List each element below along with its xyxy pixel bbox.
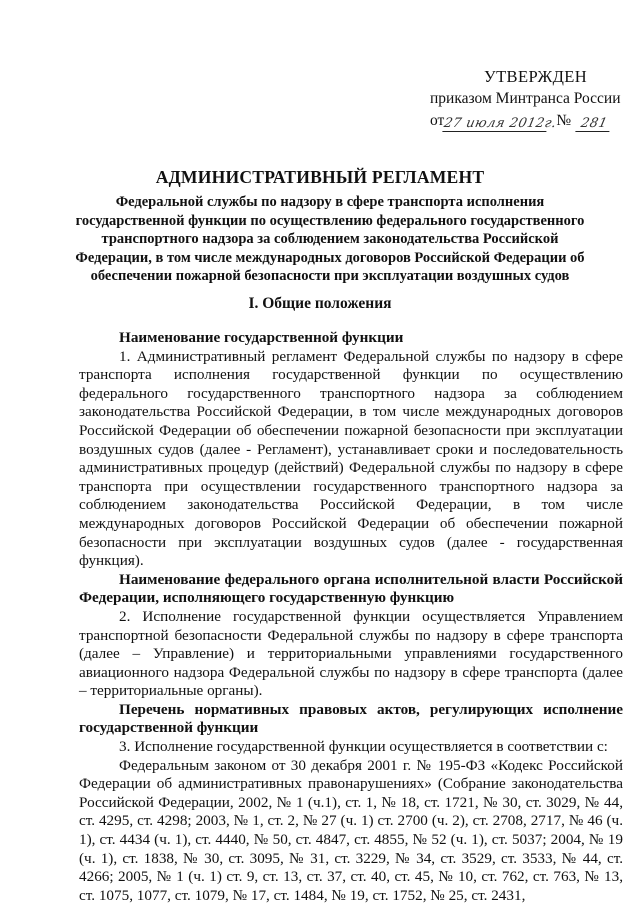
- approval-stamp: [430, 66, 630, 132]
- approval-title: УТВЕРЖДЕН: [484, 67, 588, 86]
- heading-legal-acts: Перечень нормативных правовых актов, регулирующих исполнение государственной функции: [79, 700, 623, 737]
- handwritten-date: 27 июля 2012г.: [442, 116, 559, 131]
- document-subtitle: Федеральной службы по надзору в сфере транспорта исполнения государственной функции по осуществлению федерального государственного транспортного надзора за соблюдением законодательства Российской Федерации, в том числе международных договоров Российской Федерации об обеспечении пожарной безопасности при эксплуатации воздушных судов: [75, 194, 585, 284]
- approval-order: приказом Минтранса России: [430, 90, 621, 107]
- approval-number-prefix: №: [556, 112, 572, 129]
- heading-executive-body: Наименование федерального органа исполнительной власти Российской Федерации, исполняющего государственную функцию: [79, 570, 623, 607]
- paragraph-1: 1. Административный регламент Федеральной службы по надзору в сфере транспорта исполнения государственной функции по осуществлению федерального государственного транспортного надзора за соблюдением законодательства Российской Федерации, в том числе международных договоров Российской Федерации об обеспечении пожарной безопасности при эксплуатации воздушных судов (далее - Регламент), устанавливает сроки и последовательность административных процедур (действий) Федеральной службы по надзору в сфере транспорта при осуществлении государственного транспортного надзора за соблюдением законодательства Российской Федерации, в том числе международных договоров Российской Федерации об обеспечении пожарной безопасности при эксплуатации воздушных судов (далее - государственная функция).: [79, 347, 623, 570]
- heading-function-name: Наименование государственной функции: [119, 329, 404, 346]
- document-body: [79, 329, 623, 905]
- document-title: АДМИНИСТРАТИВНЫЙ РЕГЛАМЕНТ: [155, 167, 485, 187]
- paragraph-2: 2. Исполнение государственной функции осуществляется Управлением транспортной безопасности Федеральной службы по надзору в сфере транспорта (далее – Управление) и территориальными управлениями государственного авиационного надзора Федеральной службы по надзору в сфере транспорта (далее – территориальные органы).: [79, 607, 623, 700]
- paragraph-3: 3. Исполнение государственной функции осуществляется в соответствии с:: [119, 738, 608, 756]
- approval-from-prefix: от: [430, 112, 445, 129]
- paragraph-4: Федеральным законом от 30 декабря 2001 г. № 195-ФЗ «Кодекс Российской Федерации об административных правонарушениях» (Собрание законодательства Российской Федерации, 2002, № 1 (ч.1), ст. 1, № 18, ст. 1721, № 30, ст. 3029, № 44, ст. 4295, ст. 4298; 2003, № 1, ст. 2, № 27 (ч. 1) ст. 2700 (ч. 2), ст. 2708, 2717, № 46 (ч. 1), ст. 4434 (ч. 1), ст. 4440, № 50, ст. 4847, ст. 4855, № 52 (ч. 1), ст. 5037; 2004, № 19 (ч. 1), ст. 1838, № 30, ст. 3095, № 31, ст. 3229, № 34, ст. 3529, ст. 3533, № 44, ст. 4266; 2005, № 1 (ч. 1) ст. 9, ст. 13, ст. 37, ст. 40, ст. 45, № 10, ст. 762, ст. 763, № 13, ст. 1075, 1077, ст. 1079, № 17, ст. 1484, № 19, ст. 1752, № 25, ст. 2431,: [79, 756, 623, 904]
- handwritten-number: 281: [575, 116, 612, 132]
- section-heading: I. Общие положения: [248, 295, 392, 312]
- approval-date-line: [430, 110, 630, 132]
